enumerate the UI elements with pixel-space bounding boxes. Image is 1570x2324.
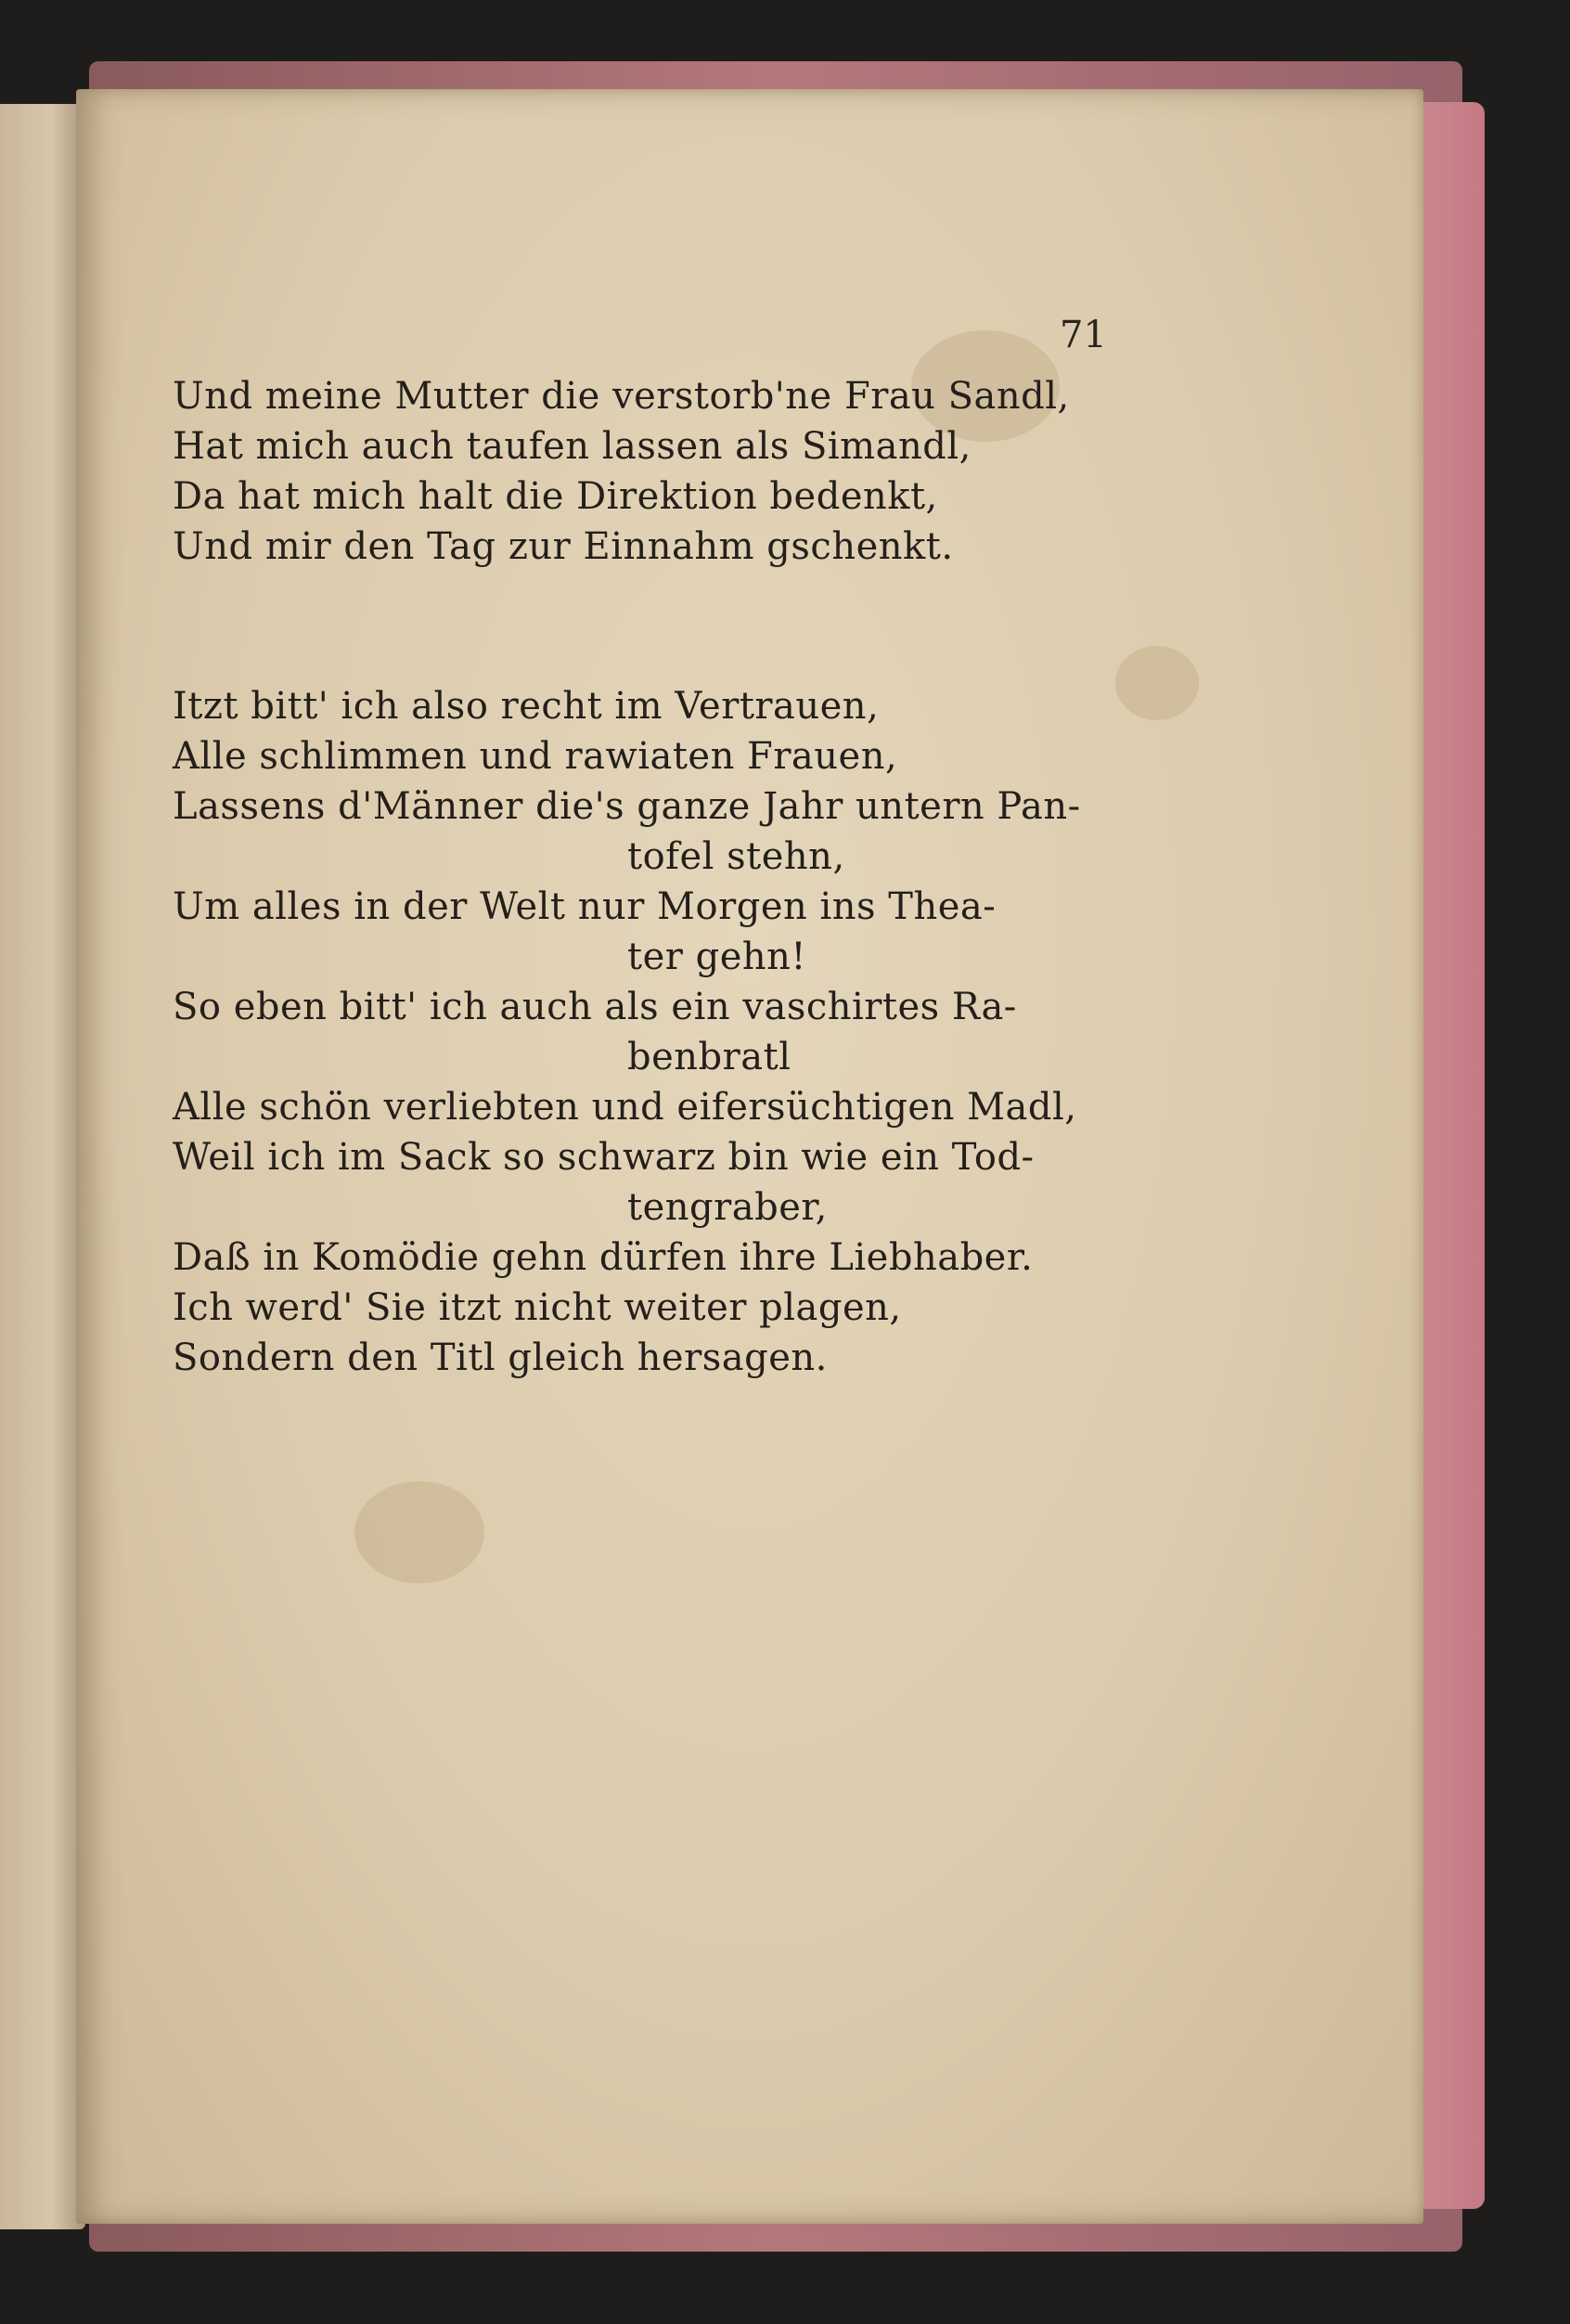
poem-text [173,371,1147,1383]
poem-line: Daß in Komödie gehn dürfen ihre Liebhaber. [173,1236,1034,1279]
poem-line: Und mir den Tag zur Einnahm gschenkt. [173,525,954,568]
poem-line-continuation: ter gehn! [627,936,806,978]
poem-line: Weil ich im Sack so schwarz bin wie ein Tod- [173,1136,1035,1179]
stanza-1 [173,371,1147,572]
poem-line-continuation: benbratl [627,1036,791,1078]
poem-line: Itzt bitt' ich also recht im Vertrauen, [173,685,880,728]
page-number: 71 [1060,314,1107,356]
poem-line: Alle schön verliebten und eifersüchtigen Madl, [173,1086,1077,1129]
poem-line: Ich werd' Sie itzt nicht weiter plagen, [173,1286,902,1329]
stanza-2 [173,681,1147,1383]
poem-line: Hat mich auch taufen lassen als Simandl, [173,425,972,468]
poem-line: Da hat mich halt die Direktion bedenkt, [173,475,938,518]
poem-line: Alle schlimmen und rawiaten Frauen, [173,735,898,778]
facing-page-edge [0,104,85,2229]
poem-line-continuation: tengraber, [627,1186,828,1229]
poem-line: Um alles in der Welt nur Morgen ins Thea- [173,885,997,928]
poem-line: Sondern den Titl gleich hersagen. [173,1336,828,1379]
poem-line: Lassens d'Männer die's ganze Jahr untern Pan- [173,785,1081,828]
poem-line-continuation: tofel stehn, [627,835,845,878]
stanza-gap [173,572,1147,681]
paper-stain [354,1481,484,1583]
poem-line: So eben bitt' ich auch als ein vaschirtes Ra- [173,986,1017,1028]
poem-line: Und meine Mutter die verstorb'ne Frau Sandl, [173,375,1070,418]
